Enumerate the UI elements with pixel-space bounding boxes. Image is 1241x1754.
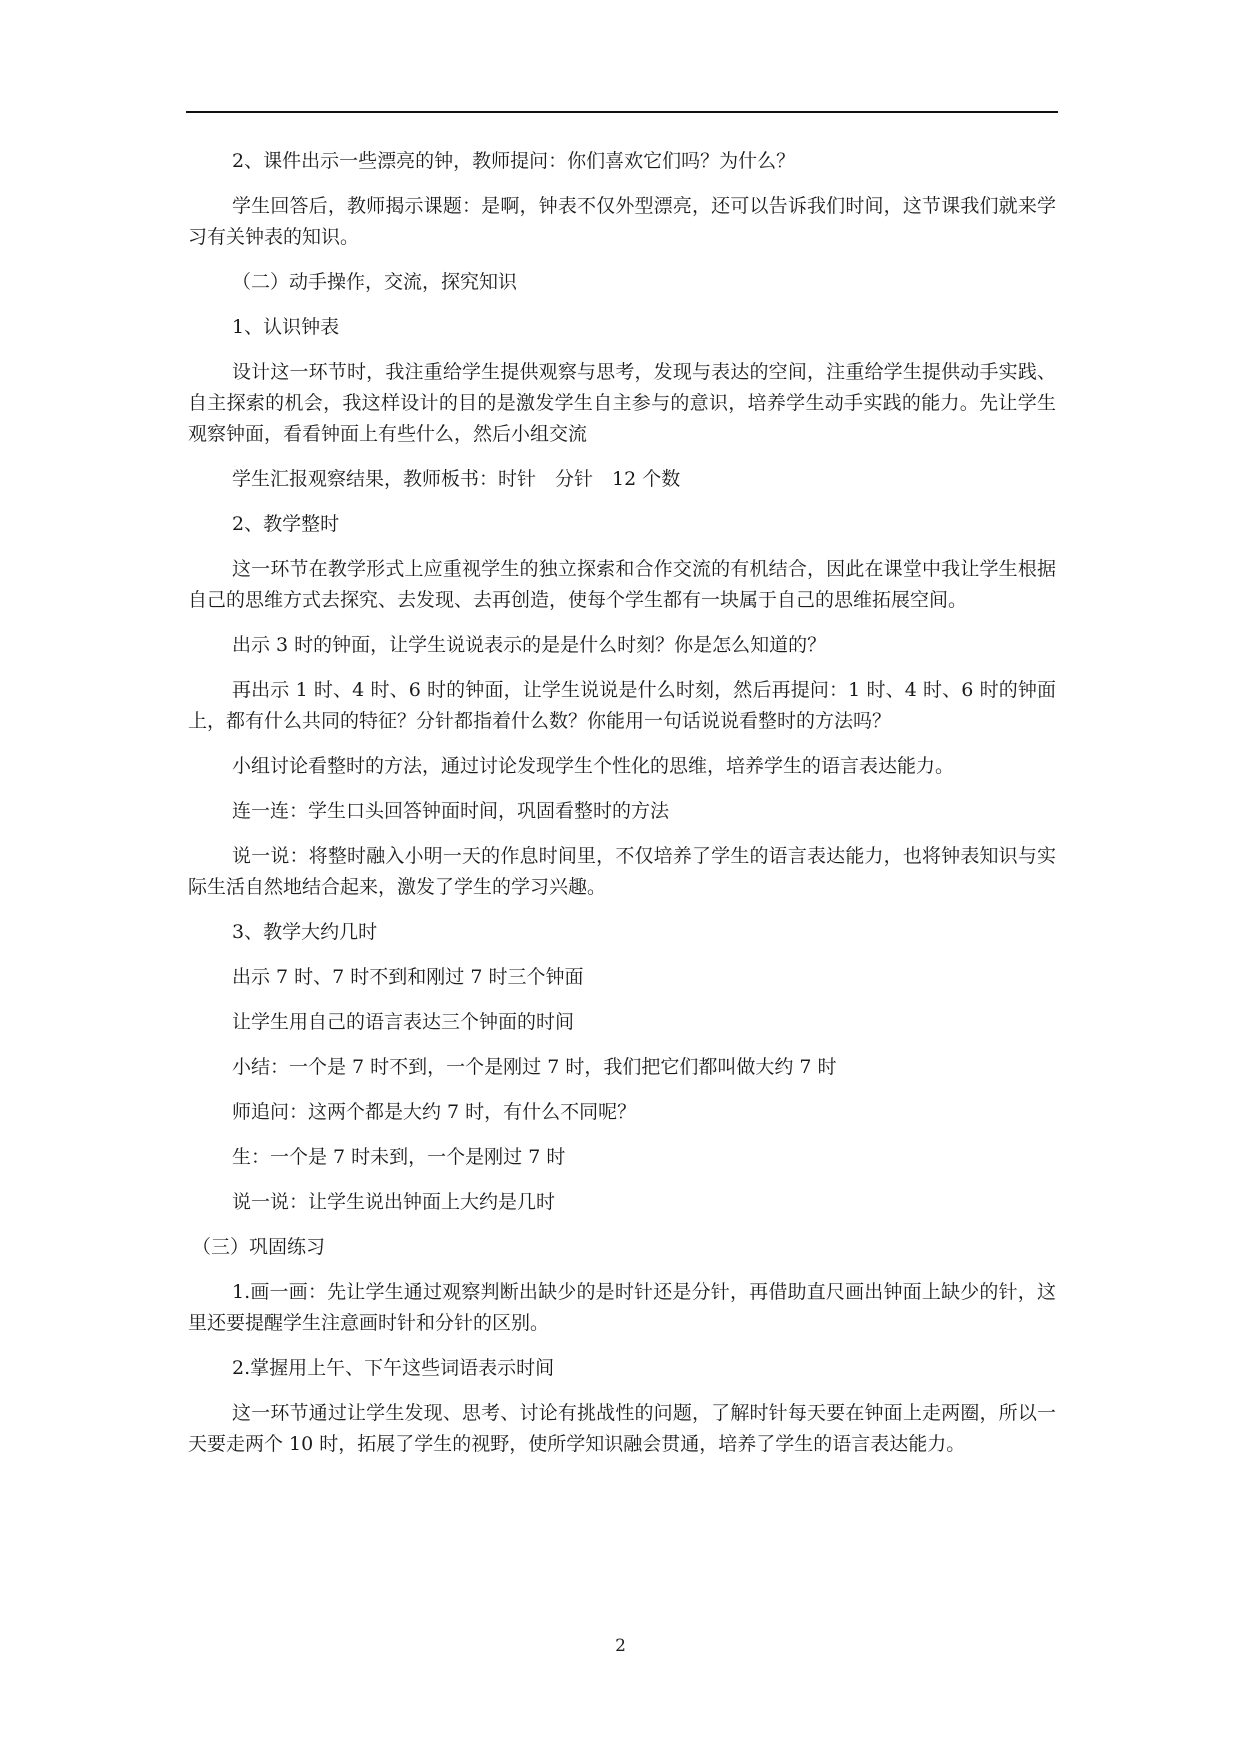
paragraph: 2.掌握用上午、下午这些词语表示时间 — [232, 1357, 555, 1379]
paragraph: 出示 7 时、7 时不到和刚过 7 时三个钟面 — [232, 966, 584, 988]
paragraph: 学生汇报观察结果，教师板书：时针 分针 12 个数 — [232, 468, 681, 490]
paragraph: 小结：一个是 7 时不到，一个是刚过 7 时，我们把它们都叫做大约 7 时 — [232, 1056, 837, 1078]
paragraph: 2、课件出示一些漂亮的钟，教师提问：你们喜欢它们吗？为什么？ — [232, 150, 796, 172]
paragraph: 学生回答后，教师揭示课题：是啊，钟表不仅外型漂亮，还可以告诉我们时间，这节课我们就来学习有关钟表的知识。 — [188, 195, 1056, 248]
paragraph: 出示 3 时的钟面，让学生说说表示的是是什么时刻？你是怎么知道的？ — [232, 634, 827, 656]
section-heading: （三）巩固练习 — [192, 1236, 326, 1258]
paragraph: 小组讨论看整时的方法，通过讨论发现学生个性化的思维，培养学生的语言表达能力。 — [232, 755, 955, 777]
paragraph: 生：一个是 7 时未到，一个是刚过 7 时 — [232, 1146, 566, 1168]
subsection-heading: 1、认识钟表 — [232, 316, 340, 338]
paragraph: 师追问：这两个都是大约 7 时，有什么不同呢？ — [232, 1101, 637, 1123]
paragraph: 这一环节通过让学生发现、思考、讨论有挑战性的问题，了解时针每天要在钟面上走两圈，所以一天要走两个 10 时，拓展了学生的视野，使所学知识融会贯通，培养了学生的语言表达能力。 — [188, 1402, 1056, 1455]
paragraph: 说一说：将整时融入小明一天的作息时间里，不仅培养了学生的语言表达能力，也将钟表知识与实际生活自然地结合起来，激发了学生的学习兴趣。 — [188, 845, 1056, 898]
paragraph: 连一连：学生口头回答钟面时间，巩固看整时的方法 — [232, 800, 670, 822]
header-rule — [186, 111, 1058, 113]
paragraph: 让学生用自己的语言表达三个钟面的时间 — [232, 1011, 575, 1033]
subsection-heading: 3、教学大约几时 — [232, 921, 378, 943]
paragraph: 说一说：让学生说出钟面上大约是几时 — [232, 1191, 556, 1213]
paragraph: 1.画一画：先让学生通过观察判断出缺少的是时针还是分针，再借助直尺画出钟面上缺少的针，这里还要提醒学生注意画时针和分针的区别。 — [188, 1281, 1056, 1334]
subsection-heading: 2、教学整时 — [232, 513, 340, 535]
paragraph: 再出示 1 时、4 时、6 时的钟面，让学生说说是什么时刻，然后再提问：1 时、4 时、6 时的钟面上，都有什么共同的特征？分针都指着什么数？你能用一句话说说看整时的方法吗？ — [188, 679, 1056, 732]
paragraph: 设计这一环节时，我注重给学生提供观察与思考，发现与表达的空间，注重给学生提供动手实践、自主探索的机会，我这样设计的目的是激发学生自主参与的意识，培养学生动手实践的能力。先让学生观察钟面，看看钟面上有些什么，然后小组交流 — [188, 361, 1056, 445]
body-text — [188, 146, 1056, 1474]
page-number: 2 — [615, 1636, 626, 1656]
paragraph: 这一环节在教学形式上应重视学生的独立探索和合作交流的有机结合，因此在课堂中我让学生根据自己的思维方式去探究、去发现、去再创造，使每个学生都有一块属于自己的思维拓展空间。 — [188, 558, 1056, 611]
section-heading: （二）动手操作，交流，探究知识 — [232, 271, 518, 293]
